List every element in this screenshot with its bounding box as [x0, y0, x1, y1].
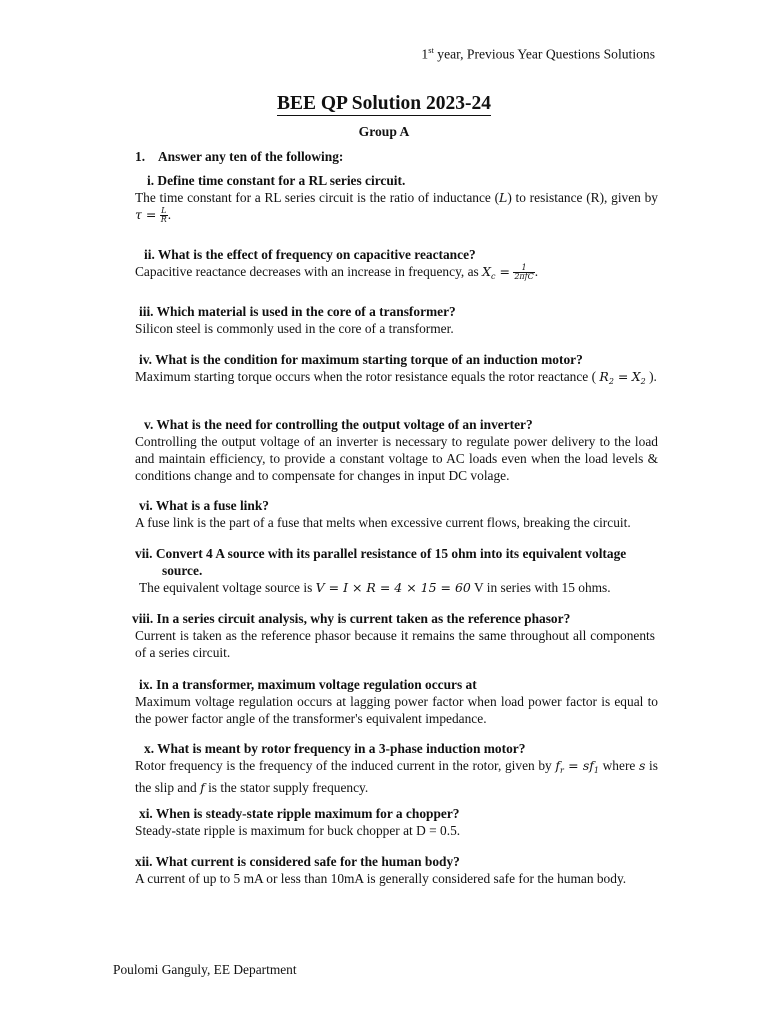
answer-text: Steady-state ripple is maximum for buck chopper at D = 0.5.	[135, 823, 461, 838]
question-text: vi. What is a fuse link?	[139, 498, 269, 513]
question-text: vii. Convert 4 A source with its parallel resistance of 15 ohm into its equivalent voltage	[135, 546, 627, 561]
answer-text: Silicon steel is commonly used in the core of a transformer.	[135, 321, 454, 336]
question-text: iv. What is the condition for maximum starting torque of an induction motor?	[139, 352, 583, 367]
item-vi	[135, 497, 658, 531]
item-i	[135, 172, 658, 224]
question-text: xi. When is steady-state ripple maximum for a chopper?	[139, 806, 460, 821]
item-vii	[135, 545, 658, 596]
question-text: ix. In a transformer, maximum voltage regulation occurs at	[139, 677, 477, 692]
question-text-cont: source.	[162, 563, 203, 578]
question-text: i. Define time constant for a RL series circuit.	[147, 173, 406, 188]
question-1-heading: 1. Answer any ten of the following:	[135, 149, 344, 164]
item-xi	[135, 805, 658, 839]
fraction-l-over-r: $\frac{L}{R}$	[160, 206, 167, 225]
answer-text: Maximum voltage regulation occurs at lagging power factor when load power factor is equal to the power factor angle of the transformer's equivalent impedance.	[135, 694, 658, 726]
item-iii	[135, 303, 658, 337]
question-text: ii. What is the effect of frequency on capacitive reactance?	[144, 247, 476, 262]
item-x	[135, 740, 658, 796]
page-header: 1st year, Previous Year Questions Solutions	[421, 45, 655, 62]
answer-text: Rotor frequency is the frequency of the induced current in the rotor, given by $f_r = sf_1$ where s is the slip and f is the stator supply frequency.	[135, 758, 658, 795]
item-ii	[135, 246, 658, 285]
document-title: BEE QP Solution 2023-24	[276, 93, 491, 114]
answer-text: Maximum starting torque occurs when the rotor resistance equals the rotor reactance ( $R_2 = X_2$ ).	[135, 369, 657, 386]
answer-text: Current is taken as the reference phasor because it remains the same throughout all components of a series circuit.	[135, 628, 655, 660]
group-heading: Group A	[358, 124, 410, 139]
answer-text: A fuse link is the part of a fuse that melts when excessive current flows, breaking the circuit.	[135, 515, 631, 530]
fraction-1-over-2pifc: $\frac{1}{\text{2πfC}}$	[514, 263, 534, 282]
question-text: xii. What current is considered safe for the human body?	[135, 854, 460, 869]
answer-text: The time constant for a RL series circuit is the ratio of inductance (L) to resistance (R), given by τ = $\frac{L}{R}$ .	[135, 190, 658, 225]
question-text: viii. In a series circuit analysis, why is current taken as the reference phasor?	[132, 611, 571, 626]
item-viii	[132, 610, 655, 661]
page-footer: Poulomi Ganguly, EE Department	[113, 962, 297, 977]
answer-text: Controlling the output voltage of an inverter is necessary to regulate power delivery to the load and maintain efficiency, to provide a constant voltage to AC loads even when the load levels & conditions change and to compensate for changes in input DC volage.	[135, 434, 658, 483]
question-text: iii. Which material is used in the core of a transformer?	[139, 304, 456, 319]
item-ix	[135, 676, 658, 727]
answer-text: A current of up to 5 mA or less than 10mA is generally considered safe for the human body.	[135, 871, 627, 886]
item-xii	[135, 853, 658, 887]
question-text: x. What is meant by rotor frequency in a 3-phase induction motor?	[144, 741, 526, 756]
answer-text: Capacitive reactance decreases with an increase in frequency, as $X_c$ = $\frac{1}{\text{2πfC}}$ .	[135, 263, 539, 282]
item-iv	[135, 351, 658, 390]
question-text: v. What is the need for controlling the output voltage of an inverter?	[144, 417, 533, 432]
answer-text: The equivalent voltage source is V = I × R = 4 × 15 = 60 V in series with 15 ohms.	[139, 580, 611, 595]
item-v	[135, 416, 658, 484]
